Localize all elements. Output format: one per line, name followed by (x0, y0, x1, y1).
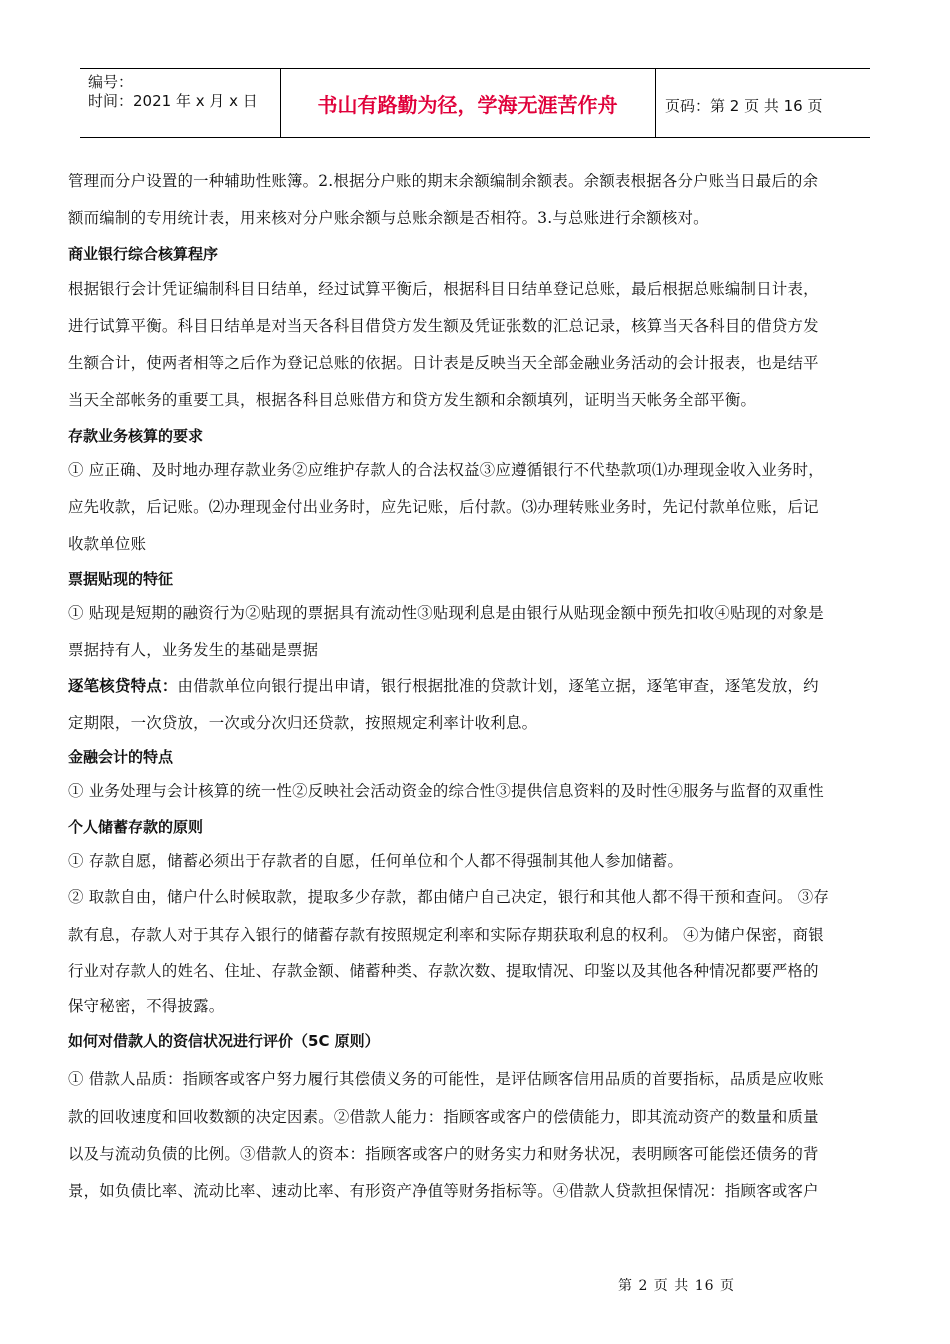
text-line: 定期限，一次贷放，一次或分次归还贷款，按照规定利率计收利息。 (68, 714, 538, 732)
page-footer: 第 2 页 共 16 页 (618, 1278, 735, 1294)
inline-heading: 逐笔核贷特点： (68, 677, 178, 695)
header-page-label: 页码：第 2 页 共 16 页 (665, 97, 823, 115)
header-meta-cell (80, 69, 281, 137)
text-run: 储户什么时候取款，提取多少存款，都由储户自己决定，银行和其他人都不得干预和查问。 (167, 888, 793, 906)
text-line (68, 676, 819, 696)
text-line (68, 925, 824, 945)
text-line: 保守秘密，不得披露。 (68, 997, 225, 1015)
text-line: 进行试算平衡。科目日结单是对当天各科目借贷方发生额及凭证张数的汇总记录，核算当天各科目的借贷方发 (68, 317, 819, 335)
text-line: ① 借款人品质：指顾客或客户努力履行其偿债义务的可能性，是评估顾客信用品质的首要指标，品质是应收账 (68, 1070, 824, 1088)
header-motto: 书山有路勤为径，学海无涯苦作舟 (317, 92, 618, 117)
section-heading: 金融会计的特点 (68, 748, 174, 766)
text-line (68, 851, 683, 871)
text-line: 收款单位账 (68, 535, 147, 553)
section-heading: 票据贴现的特征 (68, 570, 174, 588)
section-heading: 商业银行综合核算程序 (68, 245, 219, 263)
text-line (68, 887, 829, 907)
text-line: 额而编制的专用统计表，用来核对分户账余额与总账余额是否相符。3.与总账进行余额核对。 (68, 209, 709, 227)
text-line: ① 应正确、及时地办理存款业务②应维护存款人的合法权益③应遵循银行不代垫款项⑴办理现金收入业务时， (68, 461, 824, 479)
header-divider (655, 69, 656, 137)
section-heading: 个人储蓄存款的原则 (68, 818, 204, 836)
text-run: ③存 (792, 888, 830, 906)
text-run: ② 取款自由， (68, 888, 167, 906)
text-line: 款的回收速度和回收数额的决定因素。②借款人能力：指顾客或客户的偿债能力，即其流动资产的数量和质量 (68, 1108, 819, 1126)
text-line: ① 业务处理与会计核算的统一性②反映社会活动资金的综合性③提供信息资料的及时性④服务与监督的双重性 (68, 782, 824, 800)
text-line: 景，如负债比率、流动比率、速动比率、有形资产净值等财务指标等。④借款人贷款担保情况：指顾客或客户 (68, 1182, 819, 1200)
text-run: 存款人对于其存入银行的储蓄存款有按照规定利率和实际存期获取利息的权利。 (130, 926, 679, 944)
text-run: 商银 (792, 926, 824, 944)
doc-number-label: 编号： (88, 73, 134, 91)
text-line: 票据持有人，业务发生的基础是票据 (68, 641, 319, 659)
text-line: 根据银行会计凭证编制科目日结单，经过试算平衡后，根据科目日结单登记总账，最后根据总账编制日计表， (68, 280, 819, 298)
doc-date-label: 时间：2021 年 x 月 x 日 (88, 92, 258, 110)
text-line: 管理而分户设置的一种辅助性账簿。2.根据分户账的期末余额编制余额表。余额表根据各分户账当日最后的余 (68, 172, 819, 190)
text-run: ① 存款自愿， (68, 852, 167, 870)
text-line: 以及与流动负债的比例。③借款人的资本：指顾客或客户的财务实力和财务状况，表明顾客可能偿还债务的背 (68, 1145, 819, 1163)
section-heading: 存款业务核算的要求 (68, 427, 204, 445)
text-run: 储蓄必须出于存款者的自愿，任何单位和个人都不得强制其他人参加储蓄。 (167, 852, 684, 870)
text-line: 生额合计，使两者相等之后作为登记总账的依据。日计表是反映当天全部金融业务活动的会计报表，也是结平 (68, 354, 819, 372)
text-run: 款有息， (68, 926, 131, 944)
text-run: 由借款单位向银行提出申请，银行根据批准的贷款计划，逐笔立据，逐笔审查，逐笔发放，约 (177, 677, 819, 695)
text-line: ① 贴现是短期的融资行为②贴现的票据具有流动性③贴现利息是由银行从贴现金额中预先扣收④贴现的对象是 (68, 604, 824, 622)
text-line: 应先收款，后记账。⑵办理现金付出业务时，应先记账，后付款。⑶办理转账业务时，先记付款单位账，后记 (68, 498, 819, 516)
text-line: 行业对存款人的姓名、住址、存款金额、储蓄种类、存款次数、提取情况、印鉴以及其他各种情况都要严格的 (68, 962, 819, 980)
text-line: 当天全部帐务的重要工具，根据各科目总账借方和贷方发生额和余额填列，证明当天帐务全部平衡。 (68, 391, 757, 409)
page-header (80, 68, 870, 138)
section-heading: 如何对借款人的资信状况进行评价（5C 原则） (68, 1032, 380, 1050)
text-run: ④为储户保密， (678, 926, 793, 944)
